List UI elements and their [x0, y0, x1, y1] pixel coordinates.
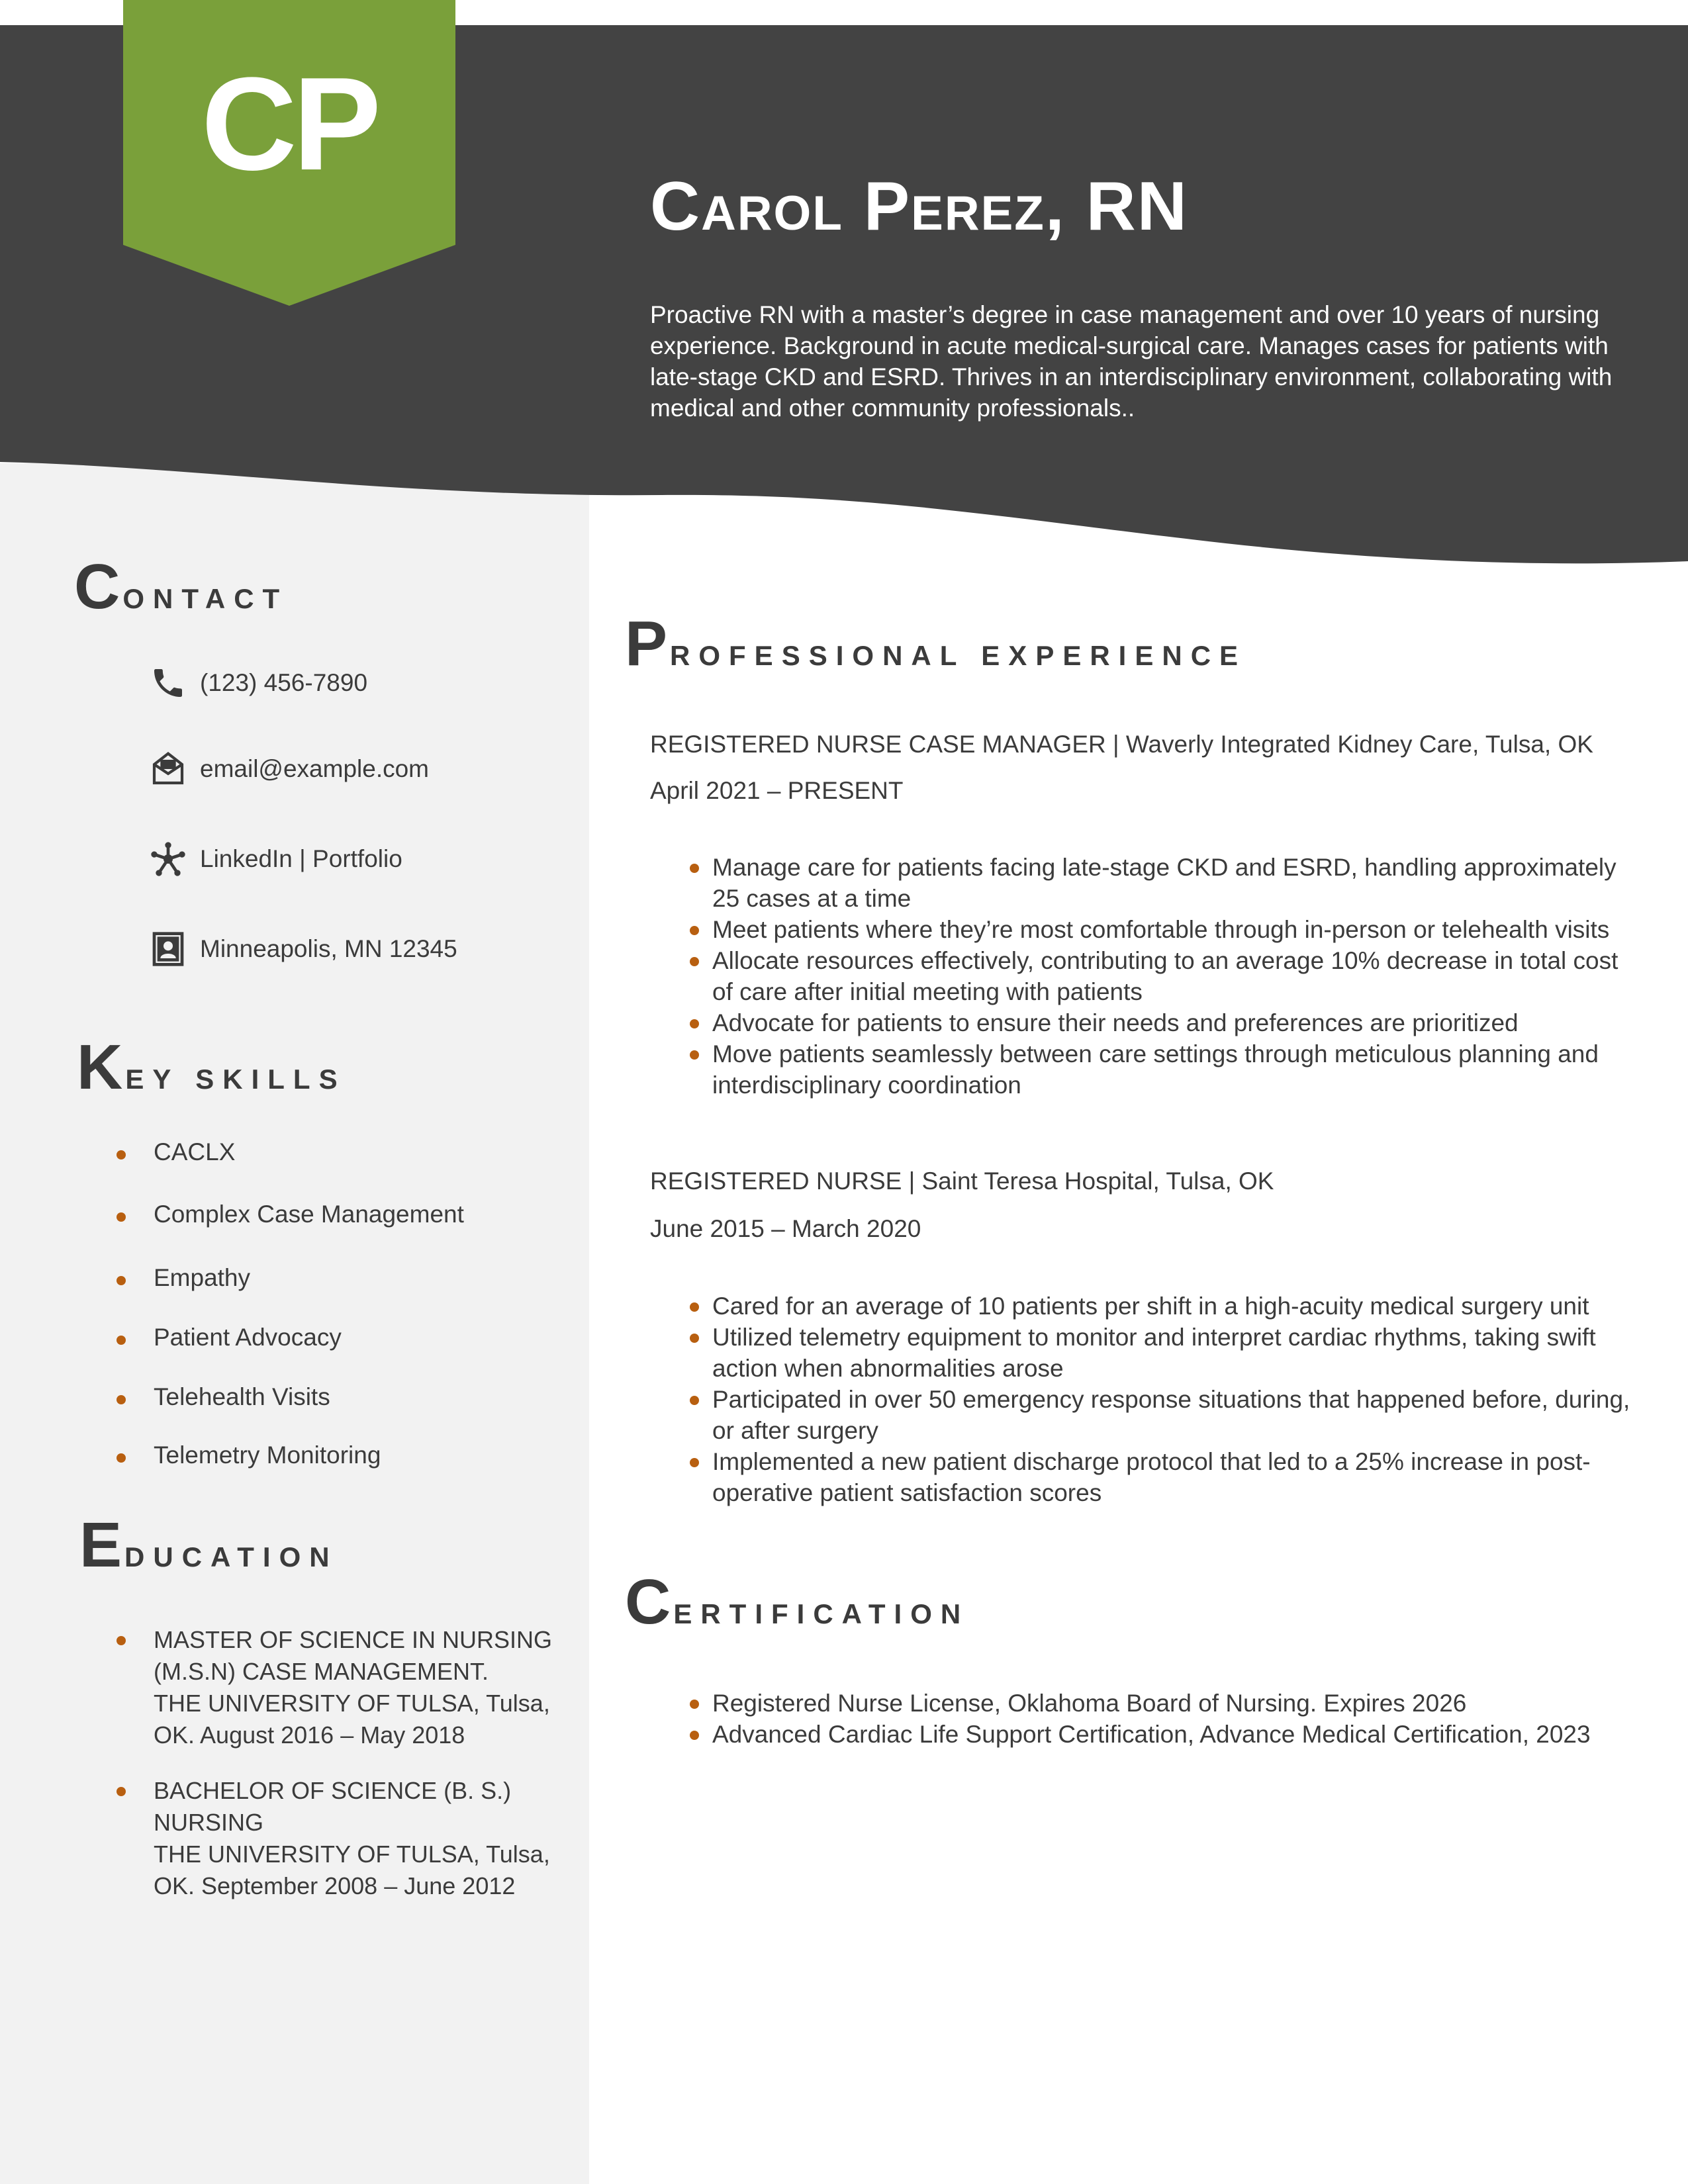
contact-card-icon — [150, 931, 187, 968]
degree-text: BACHELOR OF SCIENCE (B. S.) NURSING — [154, 1777, 512, 1836]
experience-heading: PROFESSIONAL EXPERIENCE — [625, 608, 1247, 679]
phone-text: (123) 456-7890 — [200, 669, 368, 696]
list-item: Telehealth Visits — [117, 1383, 464, 1411]
list-item: Move patients seamlessly between care settings through meticulous planning and interdisciplinary coordination — [688, 1038, 1642, 1101]
job-bullets — [688, 852, 1642, 1101]
list-item — [117, 1775, 553, 1902]
profile-summary: Proactive RN with a master’s degree in case management and over 10 years of nursing experience. Background in acute medical-surgical care. Manages cases for patients with late-stage CKD and ESRD. Thrives in an interdisciplinary environment, collaborating with medical and other community professionals.. — [650, 301, 1613, 422]
school-text: THE UNIVERSITY OF TULSA, Tulsa, OK. September 2008 – June 2012 — [154, 1841, 550, 1899]
list-item: Complex Case Management — [117, 1201, 464, 1228]
location-text: Minneapolis, MN 12345 — [200, 935, 457, 962]
contact-phone[interactable] — [150, 664, 367, 702]
links-text: LinkedIn | Portfolio — [200, 845, 402, 872]
list-item: Empathy — [117, 1264, 464, 1292]
job-bullets — [688, 1291, 1642, 1508]
monogram-initials: CP — [201, 50, 377, 198]
list-item: Telemetry Monitoring — [117, 1441, 464, 1469]
list-item: Utilized telemetry equipment to monitor and interpret cardiac rhythms, taking swift action when abnormalities arose — [688, 1322, 1642, 1384]
skills-heading: KEY SKILLS — [77, 1032, 346, 1103]
certification-heading: CERTIFICATION — [625, 1567, 970, 1637]
contact-links[interactable] — [150, 841, 402, 878]
school-text: THE UNIVERSITY OF TULSA, Tulsa, OK. August 2016 – May 2018 — [154, 1690, 550, 1749]
list-item — [117, 1624, 553, 1751]
list-item: Manage care for patients facing late-stage CKD and ESRD, handling approximately 25 cases at a time — [688, 852, 1642, 914]
skills-list — [117, 1138, 464, 1469]
phone-icon — [150, 664, 187, 702]
contact-location — [150, 931, 457, 968]
list-item: Patient Advocacy — [117, 1324, 464, 1351]
candidate-name: Carol Perez, RN — [650, 168, 1188, 245]
email-icon — [150, 751, 187, 788]
list-item: Implemented a new patient discharge protocol that led to a 25% increase in post-operative patient satisfaction scores — [688, 1446, 1642, 1508]
list-item: Participated in over 50 emergency response situations that happened before, during, or after surgery — [688, 1384, 1642, 1446]
list-item: Registered Nurse License, Oklahoma Board of Nursing. Expires 2026 — [688, 1688, 1642, 1719]
job-title: REGISTERED NURSE | Saint Teresa Hospital, Tulsa, OK — [650, 1167, 1274, 1195]
contact-heading: CONTACT — [74, 551, 289, 622]
list-item: Allocate resources effectively, contributing to an average 10% decrease in total cost of care after initial meeting with patients — [688, 945, 1642, 1007]
list-item: Advocate for patients to ensure their needs and preferences are prioritized — [688, 1007, 1642, 1038]
list-item: Cared for an average of 10 patients per shift in a high-acuity medical surgery unit — [688, 1291, 1642, 1322]
education-heading: EDUCATION — [79, 1510, 338, 1580]
job-title: REGISTERED NURSE CASE MANAGER | Waverly Integrated Kidney Care, Tulsa, OK — [650, 731, 1593, 758]
job-dates: June 2015 – March 2020 — [650, 1215, 921, 1242]
list-item: Meet patients where they’re most comfortable through in-person or telehealth visits — [688, 914, 1642, 945]
degree-text: MASTER OF SCIENCE IN NURSING (M.S.N) CASE MANAGEMENT. — [154, 1626, 553, 1685]
contact-email[interactable] — [150, 751, 429, 788]
email-text: email@example.com — [200, 755, 430, 782]
certification-list — [688, 1688, 1642, 1750]
education-list — [117, 1624, 553, 1926]
job-dates: April 2021 – PRESENT — [650, 777, 904, 804]
network-icon — [150, 841, 187, 878]
list-item: CACLX — [117, 1138, 464, 1166]
list-item: Advanced Cardiac Life Support Certification, Advance Medical Certification, 2023 — [688, 1719, 1642, 1750]
